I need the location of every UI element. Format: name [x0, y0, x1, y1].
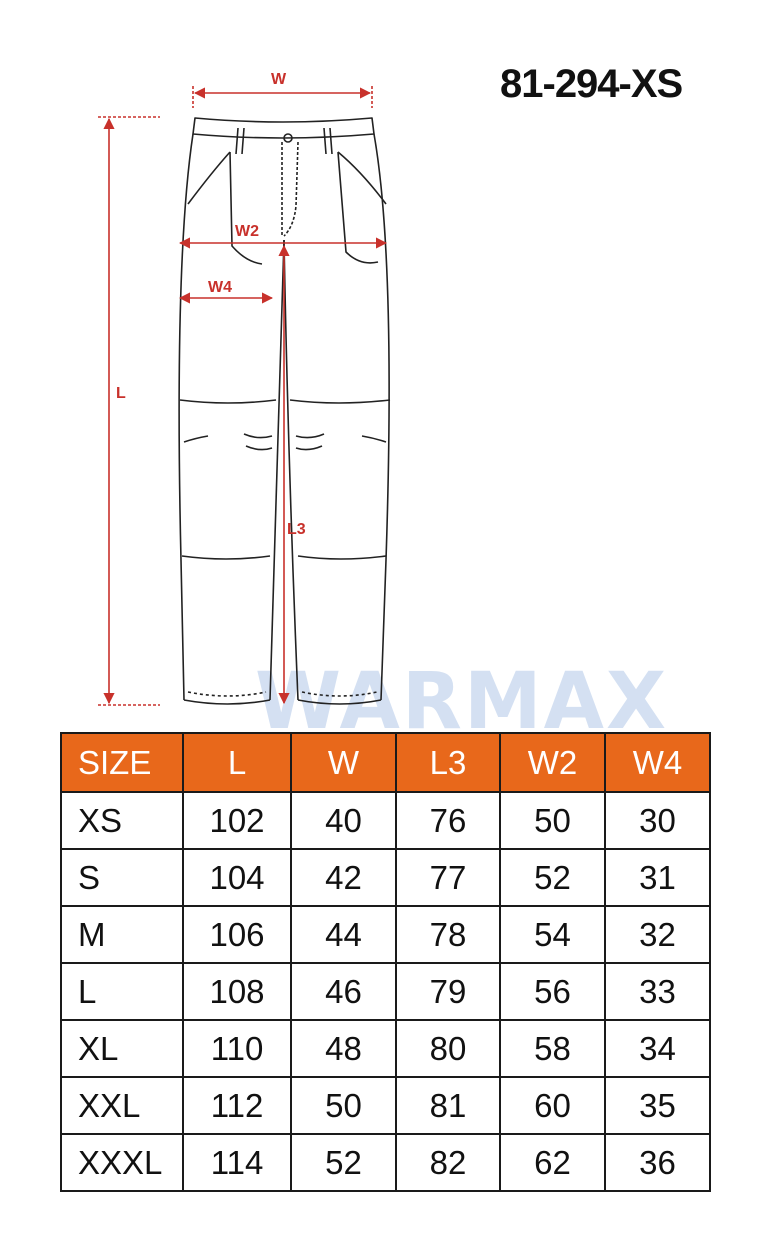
table-row	[61, 1077, 710, 1134]
table-cell: 34	[605, 1020, 710, 1077]
table-cell: 56	[500, 963, 605, 1020]
table-cell: 62	[500, 1134, 605, 1191]
label-w: W	[271, 71, 287, 88]
label-w2: W2	[235, 223, 259, 240]
table-cell: 30	[605, 792, 710, 849]
table-row	[61, 849, 710, 906]
table-cell: XXXL	[61, 1134, 183, 1191]
table-cell: 82	[396, 1134, 500, 1191]
table-row	[61, 963, 710, 1020]
table-cell: 36	[605, 1134, 710, 1191]
table-cell: 35	[605, 1077, 710, 1134]
header-l3: L3	[396, 733, 500, 792]
size-table	[60, 732, 711, 1192]
table-row	[61, 1020, 710, 1077]
measurement-lines	[98, 86, 386, 705]
table-cell: XXL	[61, 1077, 183, 1134]
table-cell: 76	[396, 792, 500, 849]
table-cell: 31	[605, 849, 710, 906]
table-cell: 108	[183, 963, 291, 1020]
header-w: W	[291, 733, 396, 792]
brand-watermark: WARMAX	[255, 657, 669, 730]
table-cell: 110	[183, 1020, 291, 1077]
table-cell: 52	[291, 1134, 396, 1191]
table-cell: 32	[605, 906, 710, 963]
table-cell: 58	[500, 1020, 605, 1077]
header-w4: W4	[605, 733, 710, 792]
label-l: L	[116, 385, 126, 402]
table-row	[61, 792, 710, 849]
label-w4: W4	[208, 279, 232, 296]
table-header-row	[61, 733, 710, 792]
table-cell: M	[61, 906, 183, 963]
table-cell: 79	[396, 963, 500, 1020]
label-l3: L3	[287, 521, 306, 538]
header-size: SIZE	[61, 733, 183, 792]
table-cell: 81	[396, 1077, 500, 1134]
header-w2: W2	[500, 733, 605, 792]
table-cell: 104	[183, 849, 291, 906]
table-cell: 52	[500, 849, 605, 906]
table-cell: XS	[61, 792, 183, 849]
table-cell: 106	[183, 906, 291, 963]
header-l: L	[183, 733, 291, 792]
table-row	[61, 1134, 710, 1191]
table-cell: 80	[396, 1020, 500, 1077]
table-cell: 78	[396, 906, 500, 963]
table-cell: 40	[291, 792, 396, 849]
table-cell: 77	[396, 849, 500, 906]
table-cell: 42	[291, 849, 396, 906]
table-cell: 114	[183, 1134, 291, 1191]
table-cell: 50	[500, 792, 605, 849]
table-cell: 44	[291, 906, 396, 963]
table-cell: S	[61, 849, 183, 906]
table-cell: 112	[183, 1077, 291, 1134]
table-cell: 48	[291, 1020, 396, 1077]
table-cell: L	[61, 963, 183, 1020]
table-cell: 54	[500, 906, 605, 963]
table-row	[61, 906, 710, 963]
product-code: 81-294-XS	[500, 62, 683, 106]
table-cell: 102	[183, 792, 291, 849]
table-cell: 60	[500, 1077, 605, 1134]
table-cell: 33	[605, 963, 710, 1020]
table-cell: 50	[291, 1077, 396, 1134]
table-cell: XL	[61, 1020, 183, 1077]
table-cell: 46	[291, 963, 396, 1020]
